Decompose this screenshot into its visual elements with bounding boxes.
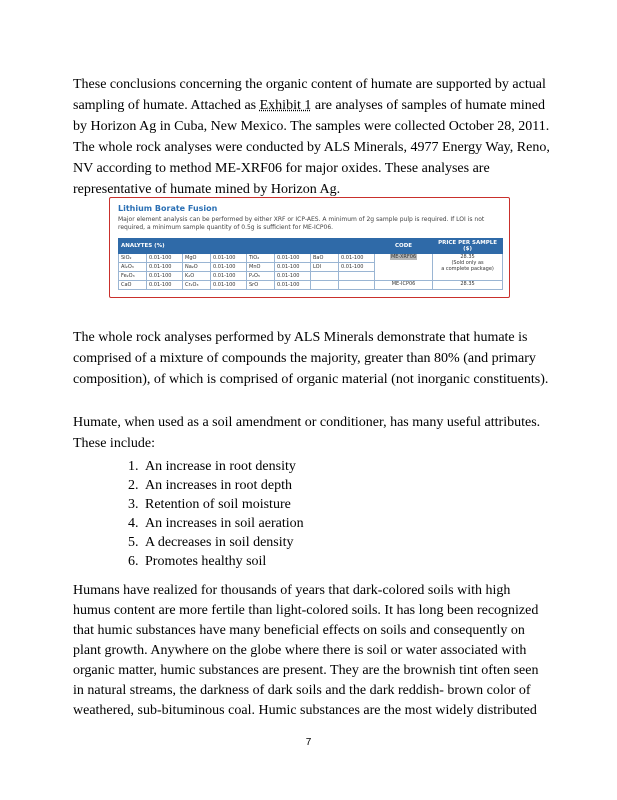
analyte-cell: TiO₂ <box>247 254 275 263</box>
exhibit-link[interactable]: Exhibit 1 <box>259 98 312 113</box>
range-cell: 0.01-100 <box>275 263 311 272</box>
list-number: 3. <box>128 497 139 512</box>
range-cell <box>339 272 375 281</box>
paragraph-text: These conclusions concerning the organic content of humate are supported by actual sampling of humate. Attached as <box>73 77 546 113</box>
price-note: (Sold only as <box>451 260 484 266</box>
analytes-table <box>118 238 503 290</box>
analyte-cell: Cr₂O₃ <box>183 281 211 290</box>
list-item <box>128 476 508 495</box>
list-text: An increases in soil aeration <box>145 516 304 531</box>
header-analytes: ANALYTES (%) <box>119 239 375 254</box>
list-number: 5. <box>128 535 139 550</box>
table-row <box>119 254 503 263</box>
paragraph-attributes-intro: Humate, when used as a soil amendment or conditioner, has many useful attributes. These include: <box>73 415 541 451</box>
table-header-row <box>119 239 503 254</box>
paragraph-humic-substances: Humans have realized for thousands of years that dark-colored soils with high humus content are more fertile than light-colored soils. It has long been recognized that humic substances have many beneficial effects on soils and consequently on plant growth. Anywhere on the globe where there is soil or water associated with organic matter, humic substances are present. They are the brownish tint often seen in natural streams, the darkness of dark soils and the dark reddish- brown color of weathered, sub-bituminous coal. Humic substances are the most widely distributed <box>73 583 539 718</box>
analyte-cell <box>311 281 339 290</box>
analyte-cell: CaO <box>119 281 147 290</box>
range-cell: 0.01-100 <box>275 281 311 290</box>
range-cell: 0.01-100 <box>147 254 183 263</box>
list-number: 2. <box>128 478 139 493</box>
price-cell <box>433 254 503 281</box>
analyte-cell: K₂O <box>183 272 211 281</box>
list-item <box>128 514 508 533</box>
list-text: Promotes healthy soil <box>145 554 267 569</box>
list-number: 6. <box>128 554 139 569</box>
price-cell: 28.35 <box>433 281 503 290</box>
page-number: 7 <box>305 737 312 748</box>
header-price: PRICE PER SAMPLE ($) <box>433 239 503 254</box>
range-cell: 0.01-100 <box>211 272 247 281</box>
analyte-cell: SiO₂ <box>119 254 147 263</box>
analyte-cell: Al₂O₃ <box>119 263 147 272</box>
table-row <box>119 281 503 290</box>
list-text: An increase in root density <box>145 459 296 474</box>
analyte-cell: LOI <box>311 263 339 272</box>
range-cell: 0.01-100 <box>147 263 183 272</box>
list-number: 1. <box>128 459 139 474</box>
list-number: 4. <box>128 516 139 531</box>
analyte-cell: P₂O₅ <box>247 272 275 281</box>
range-cell: 0.01-100 <box>275 272 311 281</box>
analyte-cell: BaO <box>311 254 339 263</box>
attributes-list <box>128 457 508 571</box>
range-cell: 0.01-100 <box>211 254 247 263</box>
list-text: A decreases in soil density <box>145 535 294 550</box>
paragraph-text: are analyses of samples of humate mined by Horizon Ag in Cuba, New Mexico. The samples were collected October 28, 2011. The whole rock analyses were conducted by ALS Minerals, 4977 Energy Way, Reno, NV according to method ME-XRF06 for major oxides. These analyses are representative of humate mined by Horizon Ag. <box>73 98 550 197</box>
analyte-cell: SrO <box>247 281 275 290</box>
paragraph-analysis: The whole rock analyses performed by ALS Minerals demonstrate that humate is comprised of a mixture of compounds the majority, greater than 80% (and primary composition), of which is comprised of organic material (not inorganic constituents). <box>73 330 549 387</box>
range-cell: 0.01-100 <box>211 281 247 290</box>
range-cell: 0.01-100 <box>211 263 247 272</box>
code-text: ME-XRF06 <box>390 254 417 260</box>
range-cell: 0.01-100 <box>339 254 375 263</box>
list-item <box>128 495 508 514</box>
code-cell <box>375 254 433 281</box>
analyte-cell: Fe₂O₃ <box>119 272 147 281</box>
list-item <box>128 533 508 552</box>
range-cell: 0.01-100 <box>339 263 375 272</box>
list-item <box>128 552 508 571</box>
code-cell: ME-ICP06 <box>375 281 433 290</box>
price-note: a complete package) <box>441 266 494 272</box>
analyte-cell: MnO <box>247 263 275 272</box>
header-code: CODE <box>375 239 433 254</box>
price-value: 28.35 <box>460 254 475 260</box>
list-item <box>128 457 508 476</box>
analyte-cell: Na₂O <box>183 263 211 272</box>
range-cell: 0.01-100 <box>275 254 311 263</box>
figure-description: Major element analysis can be performed by either XRF or ICP-AES. A minimum of 2g sample pulp is required. If LOI is not required, a minimum sample quantity of 0.5g is sufficient for ME-ICP06. <box>118 216 485 231</box>
analyte-cell <box>311 272 339 281</box>
analyte-cell: MgO <box>183 254 211 263</box>
range-cell: 0.01-100 <box>147 272 183 281</box>
list-text: Retention of soil moisture <box>145 497 291 512</box>
list-text: An increases in root depth <box>145 478 292 493</box>
paragraph-sampling <box>73 74 551 200</box>
figure-title: Lithium Borate Fusion <box>118 204 218 213</box>
range-cell <box>339 281 375 290</box>
range-cell: 0.01-100 <box>147 281 183 290</box>
lithium-borate-fusion-figure <box>109 197 510 298</box>
